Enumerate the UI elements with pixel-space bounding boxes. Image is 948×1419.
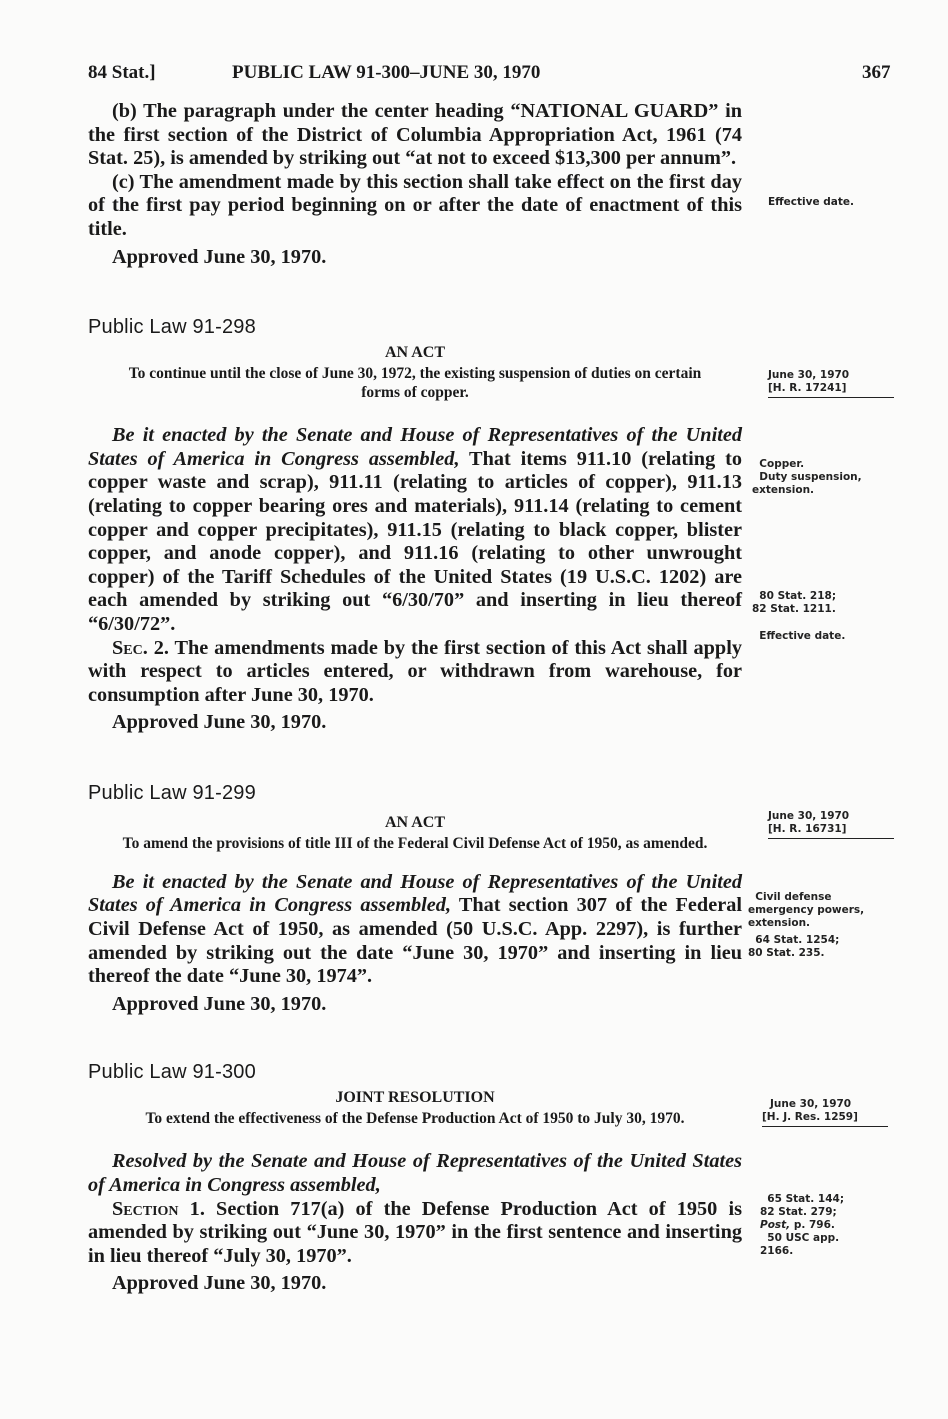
section-1: [88, 1198, 742, 1269]
act-title: To continue until the close of June 30, 1972, the existing suspension of duties on certain forms of copper.: [128, 365, 702, 402]
enacting-clause: [88, 424, 742, 636]
margin-cite-1: 65 Stat. 144; 82 Stat. 279;: [760, 1193, 845, 1218]
act-title: To amend the provisions of title III of the Federal Civil Defense Act of 1950, as amended.: [122, 834, 708, 852]
approved-line: Approved June 30, 1970.: [112, 1272, 327, 1295]
margin-subject: Civil defense emergency powers, extension.: [748, 891, 865, 929]
margin-citation: 64 Stat. 1254; 80 Stat. 235.: [748, 934, 840, 959]
law-heading: Public Law 91-298: [88, 316, 256, 339]
enacting-formula: Be it enacted by the Senate and House of Representatives of the United States of America in Congress assembled,: [88, 424, 742, 470]
margin-date-text: June 30, 1970: [768, 810, 850, 822]
margin-bill: [H. R. 17241]: [768, 382, 894, 398]
header-title: PUBLIC LAW 91-300–JUNE 30, 1970: [232, 62, 541, 83]
paragraph-c: (c) The amendment made by this section shall take effect on the first day of the first pay period beginning on or after the date of enactment of this title.: [88, 170, 742, 240]
resolving-clause: [88, 1150, 742, 1197]
margin-post-page: p. 796.: [790, 1219, 835, 1231]
margin-date-text: June 30, 1970: [770, 1098, 852, 1110]
enacting-formula: Be it enacted by the Senate and House of Representatives of the United States of America in Congress assembled,: [88, 870, 742, 917]
margin-bill: [H. J. Res. 1259]: [762, 1111, 888, 1127]
margin-date: [768, 810, 894, 839]
approved-line: Approved June 30, 1970.: [112, 711, 327, 734]
margin-citation: [760, 1193, 844, 1258]
margin-date-text: June 30, 1970: [768, 369, 850, 381]
section-text: The amendments made by the first section of this Act shall apply with respect to articles entered, or withdrawn from warehouse, for consumption after June 30, 1970.: [88, 636, 742, 706]
resolution-label: JOINT RESOLUTION: [335, 1089, 495, 1107]
law-heading: Public Law 91-300: [88, 1061, 256, 1084]
act-label: AN ACT: [384, 813, 445, 831]
margin-citation: 80 Stat. 218; 82 Stat. 1211.: [752, 590, 837, 615]
margin-date: [762, 1098, 888, 1127]
margin-note-effective-date: Effective date.: [768, 196, 854, 208]
approved-line: Approved June 30, 1970.: [112, 245, 327, 268]
header-stat-ref: 84 Stat.]: [88, 62, 156, 83]
margin-bill: [H. R. 16731]: [768, 823, 894, 839]
section-2: [88, 637, 742, 708]
resolving-formula: Resolved by the Senate and House of Representatives of the United States of America in Congress assembled,: [88, 1150, 742, 1197]
margin-effective-date: Effective date.: [752, 630, 846, 642]
act-label: AN ACT: [384, 344, 445, 362]
margin-cite-2: 50 USC app. 2166.: [760, 1232, 840, 1257]
enacting-text: That section 307 of the Federal Civil Defense Act of 1950, as amended (50 U.S.C. App. 2297), is further amended by striking out the date “June 30, 1970” and inserting in lieu thereof the date “June 30, 1974”.: [88, 894, 742, 988]
resolution-title: To extend the effectiveness of the Defense Production Act of 1950 to July 30, 1970.: [145, 1110, 685, 1128]
enacting-clause: [88, 871, 742, 989]
margin-post: Post,: [760, 1219, 791, 1231]
page-number: 367: [862, 62, 891, 83]
section-label: Section 1.: [112, 1197, 205, 1220]
enacting-text: That items 911.10 (relating to copper waste and scrap), 911.11 (relating to articles of copper), 911.13 (relating to copper bearing ores and materials), 911.14 (relating to cement copper and copper precipitates), 911.15 (relating to black copper, blister copper, and anode copper), and 911.16 (relating to other unwrought copper) of the Tariff Schedules of the United States (19 U.S.C. 1202) are each amended by striking out “6/30/70” and inserting in lieu thereof “6/30/72”.: [88, 447, 742, 635]
main-text-column: [88, 100, 742, 1296]
law-heading: Public Law 91-299: [88, 781, 256, 804]
margin-subject: Copper. Duty suspension, extension.: [752, 458, 862, 496]
section-label: Sec. 2.: [112, 636, 169, 659]
paragraph-b: (b) The paragraph under the center heading “NATIONAL GUARD” in the first section of the District of Columbia Appropriation Act, 1961 (74 Stat. 25), is amended by striking out “at not to exceed $13,300 per annum”.: [88, 100, 742, 170]
margin-date: [768, 369, 894, 398]
approved-line: Approved June 30, 1970.: [112, 992, 327, 1015]
section-text: Section 717(a) of the Defense Production Act of 1950 is amended by striking out “June 30, 1970” in the first sentence and inserting in lieu thereof “July 30, 1970”.: [88, 1197, 742, 1267]
